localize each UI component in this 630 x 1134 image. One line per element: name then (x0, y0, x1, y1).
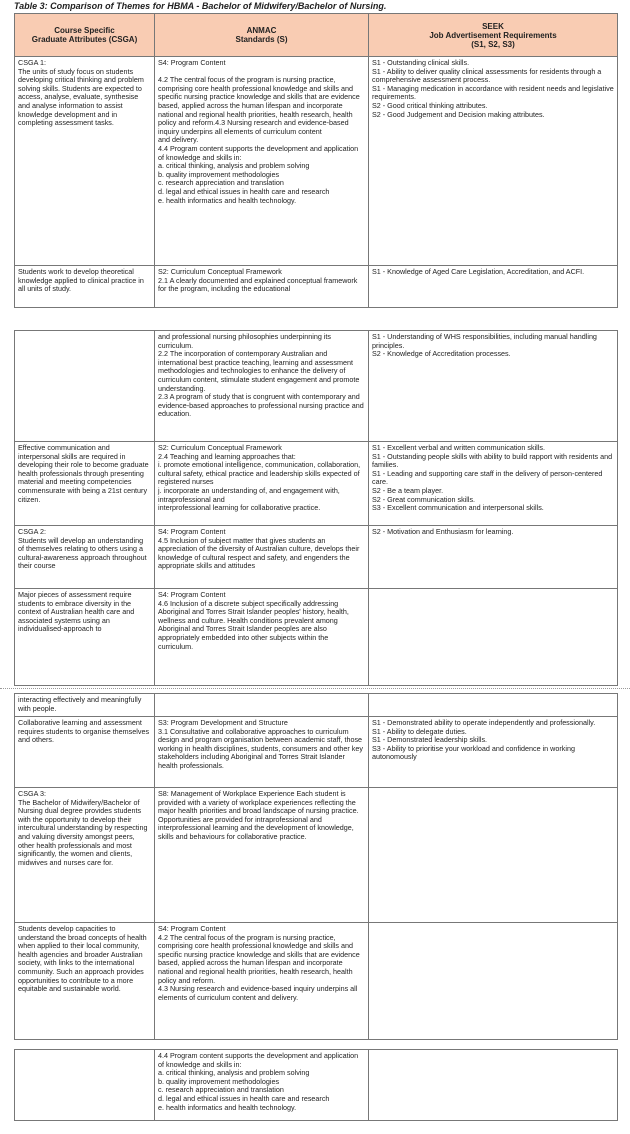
anmac-cell: S4: Program Content 4.6 Inclusion of a discrete subject specifically addressing Aboriginal and Torres Strait Islander peoples' history, health, wellness and culture. Health conditions prevalent among Aboriginal and Torres Strait Islander peoples are also appropriately embedded into other subjects within the curriculum. (155, 589, 369, 686)
csga-cell: Collaborative learning and assessment requires students to organise themselves and others. (15, 717, 155, 788)
seek-cell (369, 923, 618, 1040)
csga-cell: Effective communication and interpersonal skills are required in developing their role to become graduate health professionals through presenting material and meeting competencies commensurate with being a 21st century citizen. (15, 442, 155, 526)
csga-cell: Students work to develop theoretical knowledge applied to clinical practice in all units of study. (15, 266, 155, 308)
seek-cell (369, 788, 618, 923)
table-caption: Table 3: Comparison of Themes for HBMA - Bachelor of Midwifery/Bachelor of Nursing. (14, 1, 387, 11)
csga-cell: Students develop capacities to understand the broad concepts of health when applied to their local community, health agencies and broader Australian society, with links to the international community. Such an approach provides opportunities to contribute to a more equitable and sustainable world. (15, 923, 155, 1040)
anmac-cell: S8: Management of Workplace Experience Each student is provided with a variety of workplace experiences reflecting the major health priorities and broad landscape of nursing practice. Opportunities are provided for intraprofessional and interprofessional learning and the development of knowledge, skills and behaviours for collaborative practice. (155, 788, 369, 923)
table-row (15, 923, 618, 1040)
anmac-cell: S2: Curriculum Conceptual Framework 2.4 Teaching and learning approaches that: i. promote emotional intelligence, communication, collaboration, cultural safety, ethical practice and leadership skills expected of registered nurses j. incorporate an understanding of, and engagement with, intraprofessional and interprofessional learning for collaborative practice. (155, 442, 369, 526)
anmac-cell: 4.4 Program content supports the development and application of knowledge and skills in: a. critical thinking, analysis and problem solving b. quality improvement methodologies c. research appreciation and translation d. legal and ethical issues in health care and research e. health informatics and health technology. (155, 1050, 369, 1121)
csga-cell: CSGA 1: The units of study focus on students developing critical thinking and problem solving skills. Students are expected to access, analyse, evaluate, synthesise and analyse information to assist knowledge development and in completing assessment tasks. (15, 57, 155, 266)
anmac-cell: and professional nursing philosophies underpinning its curriculum. 2.2 The incorporation of contemporary Australian and international best practice teaching, learning and assessment methodologies and technologies to enhance the delivery of curriculum content, stimulate student engagement and promote understanding. 2.3 A program of study that is congruent with contemporary and evidence-based approaches to professional nursing practice and education. (155, 331, 369, 442)
seek-cell: S1 - Demonstrated ability to operate independently and professionally. S1 - Ability to delegate duties. S1 - Demonstrated leadership skills. S3 - Ability to prioritise your workload and confidence in working autonomously (369, 717, 618, 788)
csga-cell (15, 1050, 155, 1121)
page-break-line (0, 688, 630, 689)
header-anmac: ANMAC Standards (S) (155, 14, 369, 57)
csga-cell (15, 331, 155, 442)
table-row (15, 788, 618, 923)
table-row (15, 331, 618, 442)
seek-cell: S1 - Understanding of WHS responsibilities, including manual handling principles. S2 - Knowledge of Accreditation processes. (369, 331, 618, 442)
seek-cell (369, 589, 618, 686)
anmac-cell: S4: Program Content 4.2 The central focus of the program is nursing practice, comprising core health professional knowledge and skills and specific nursing practice knowledge and skills that are evidence based, applied across the human lifespan and incorporate national and regional health priorities, health research, health policy and reform. 4.3 Nursing research and evidence-based inquiry underpins all elements of curriculum content and delivery. (155, 923, 369, 1040)
seek-cell: S1 - Excellent verbal and written communication skills. S1 - Outstanding people skills with ability to build rapport with residents and families. S1 - Leading and supporting care staff in the delivery of person-centered care. S2 - Be a team player. S2 - Great communication skills. S3 - Excellent communication and interpersonal skills. (369, 442, 618, 526)
csga-cell: Major pieces of assessment require students to embrace diversity in the context of Australian health care and associated systems using an individualised-approach to (15, 589, 155, 686)
header-seek: SEEK Job Advertisement Requirements (S1, S2, S3) (369, 14, 618, 57)
table-row (15, 717, 618, 788)
table-header-row (15, 14, 618, 57)
comparison-table-segment-4 (14, 1049, 618, 1121)
table-row (15, 1050, 618, 1121)
seek-cell (369, 694, 618, 717)
seek-cell (369, 1050, 618, 1121)
anmac-cell (155, 694, 369, 717)
csga-cell: CSGA 3: The Bachelor of Midwifery/Bachelor of Nursing dual degree provides students with the opportunity to develop their intercultural understanding by respecting and valuing diversity amongst peers, other health professionals and most significantly, the women and clients, midwives and nurses care for. (15, 788, 155, 923)
table-row (15, 589, 618, 686)
table-row (15, 57, 618, 266)
anmac-cell: S4: Program Content 4.2 The central focus of the program is nursing practice, comprising core health professional knowledge and skills and specific nursing practice knowledge and skills that are evidence based, applied across the human lifespan and incorporate national and regional health priorities, health research, health policy and reform.4.3 Nursing research and evidence-based inquiry underpins all elements of curriculum content and delivery. 4.4 Program content supports the development and application of knowledge and skills in: a. critical thinking, analysis and problem solving b. quality improvement methodologies c. research appreciation and translation d. legal and ethical issues in health care and research e. health informatics and health technology. (155, 57, 369, 266)
table-row (15, 442, 618, 526)
seek-cell: S2 - Motivation and Enthusiasm for learning. (369, 526, 618, 589)
comparison-table-segment-3 (14, 693, 618, 1040)
table-row (15, 694, 618, 717)
csga-cell: interacting effectively and meaningfully with people. (15, 694, 155, 717)
csga-cell: CSGA 2: Students will develop an understanding of themselves relating to others using a cultural-awareness approach throughout their course (15, 526, 155, 589)
seek-cell: S1 - Outstanding clinical skills. S1 - Ability to deliver quality clinical assessments for residents through a comprehensive assessment process. S1 - Managing medication in accordance with resident needs and legislative requirements. S2 - Good critical thinking attributes. S2 - Good Judgement and Decision making attributes. (369, 57, 618, 266)
header-csga: Course Specific Graduate Attributes (CSGA) (15, 14, 155, 57)
seek-cell: S1 - Knowledge of Aged Care Legislation, Accreditation, and ACFI. (369, 266, 618, 308)
anmac-cell: S4: Program Content 4.5 Inclusion of subject matter that gives students an appreciation of the diversity of Australian culture, develops their knowledge of cultural respect and safety, and engenders the appropriate skills and attitudes (155, 526, 369, 589)
table-row (15, 526, 618, 589)
anmac-cell: S3: Program Development and Structure 3.1 Consultative and collaborative approaches to curriculum design and program organisation between academic staff, those working in health disciplines, students, consumers and other key stakeholders including Aboriginal and Torres Strait Islander health professionals. (155, 717, 369, 788)
comparison-table-segment-2 (14, 330, 618, 686)
table-row (15, 266, 618, 308)
anmac-cell: S2: Curriculum Conceptual Framework 2.1 A clearly documented and explained conceptual framework for the program, including the educational (155, 266, 369, 308)
comparison-table-segment-1 (14, 13, 618, 308)
